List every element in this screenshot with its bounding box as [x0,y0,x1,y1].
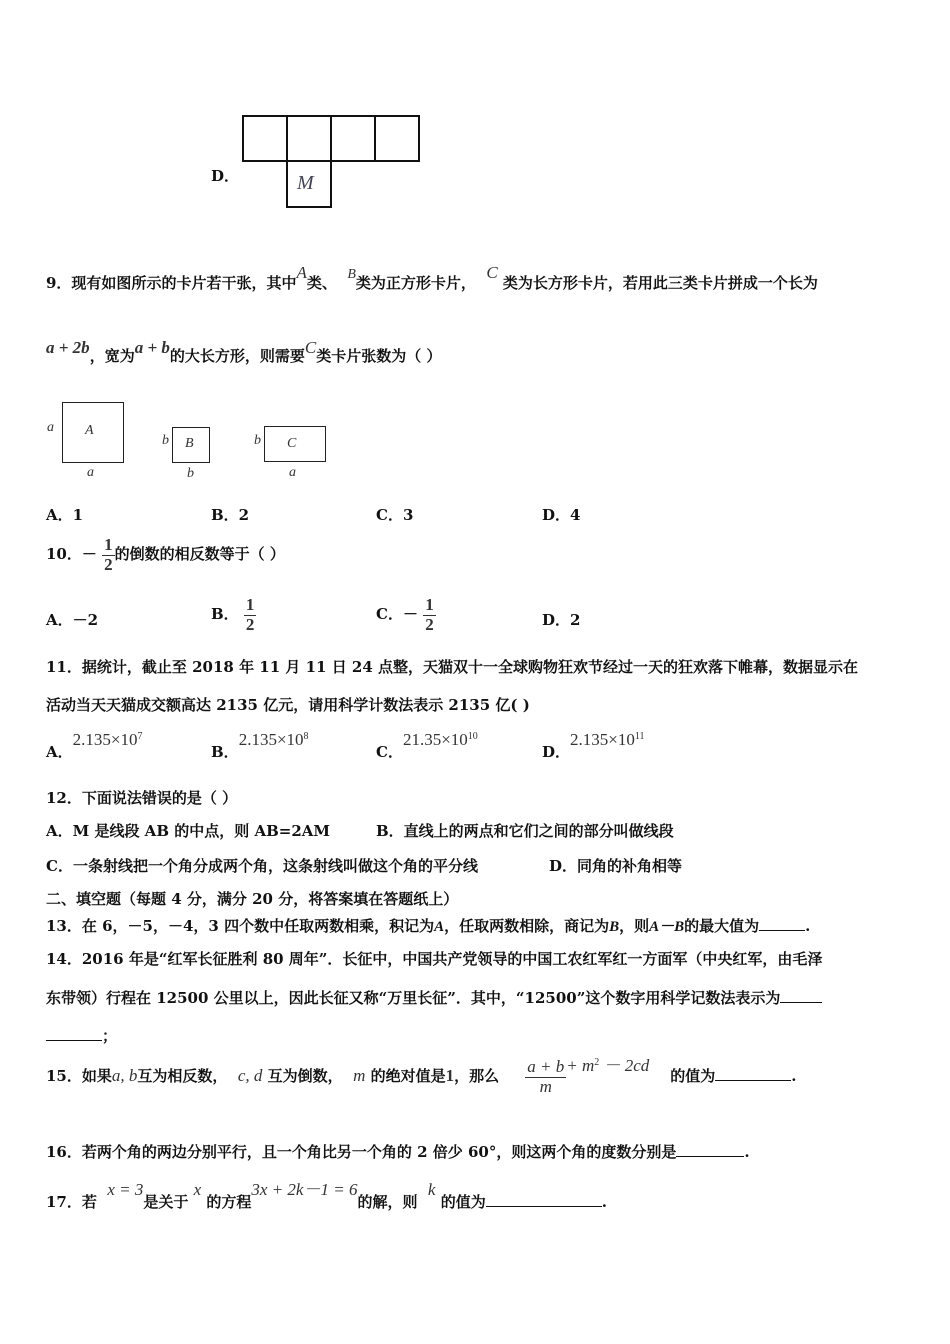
q9-option-b[interactable]: B．2 [211,506,250,524]
q9-length-expr: a + 2b [46,338,90,357]
q9-line1 [46,263,818,293]
q14-answer-blank[interactable] [780,988,822,1003]
card-b-side-label: b [162,433,169,448]
q16-stem: 16．若两个角的两边分别平行，且一个角比另一个角的 2 倍少 60°，则这两个角的度数分别是 . [46,1143,750,1161]
q14-line1: 14．2016 年是“红军长征胜利 80 周年”．长征中，中国共产党领导的中国工农红军红一方面军（中央红军，由毛泽 [46,950,823,968]
q9-text: 类为正方形卡片， [355,274,476,292]
q15-stem: 15．如果a, b互为相反数， c, d 互为倒数， m 的绝对值是1，那么 $\frac{a + b}{m}$ + $m^2 - 2cd$ 的值为 . [46,1056,797,1096]
q12-option-b[interactable]: B．直线上的两点和它们之间的部分叫做线段 [376,822,674,840]
card-a [62,402,124,463]
q15-fraction: $\frac{a + b}{m}$ [527,1057,565,1096]
q11-option-b[interactable]: B．$2.135\times 10^8$ [211,730,309,761]
net-cell [242,115,288,162]
net-letter: M [297,172,314,194]
card-a-side-label: a [47,420,54,435]
net-cell [330,115,376,162]
q11-option-label: D． [542,743,571,761]
q10-option-b-label: B． [211,605,239,624]
q10-option-b-fraction: $\frac{1}{2}$ [245,595,255,634]
q13-stem: 13．在 6，－5，－4，3 四个数中任取两数相乘，积记为A，任取两数相除，商记为B，则A－B的最大值为 . [46,917,811,935]
q9-var: C [304,338,317,357]
section-title: 二、填空题（每题 4 分，满分 20 分，将答案填在答题纸上） [46,890,459,908]
q9-option-c[interactable]: C．3 [376,506,414,524]
card-a-name: A [85,423,94,438]
q10-stem [46,536,285,574]
q11-option-value: 2.135×10 [72,730,138,749]
q10-prefix: 10．－ [46,545,97,564]
q10-option-c[interactable] [376,596,436,634]
q11-option-d[interactable]: D．$2.135\times 10^{11}$ [542,730,645,761]
q9-option-d[interactable]: D．4 [542,506,581,524]
q10-fraction: $\frac{1}{2}$ [104,535,113,574]
q11-line2: 活动当天天猫成交额高达 2135 亿元，请用科学计数法表示 2135 亿( ) [46,696,530,714]
q8-option-d-label: D． [211,167,240,185]
net-cell [374,115,420,162]
q13-answer-blank[interactable] [759,916,805,931]
q9-var: C [486,263,498,282]
card-b-bottom-label: b [187,466,194,481]
card-c-name: C [287,436,297,451]
q10-option-c-label: C．－ [376,605,418,624]
q16-answer-blank[interactable] [676,1142,744,1157]
net-cell-m [286,160,332,208]
q9-text: 类卡片张数为（ ） [316,347,442,365]
q11-option-value: 2.135×10 [238,730,304,749]
q9-text: 的大长方形，则需要 [169,347,305,365]
q17-stem: 17．若 x = 3是关于 x 的方程3x + 2k－1 = 6的解，则 k 的值为 . [46,1180,607,1211]
q11-option-label: C． [376,743,403,761]
q15-answer-blank[interactable] [715,1066,791,1081]
card-c [264,426,326,462]
q14-line2: 东带领）行程在 12500 公里以上，因此长征又称“万里长征”．其中，“12500”这个数字用科学记数法表示为 [46,987,822,1008]
q10-option-a[interactable]: A．－2 [46,611,99,629]
card-a-bottom-label: a [87,465,94,480]
q9-text: 类、 [306,274,337,292]
q9-line2 [46,338,442,366]
card-c-bottom-label: a [289,465,296,480]
q9-text: 9．现有如图所示的卡片若干张，其中 [46,274,297,292]
q11-option-label: A． [46,743,73,761]
q10-option-b[interactable] [211,596,256,634]
q17-answer-blank[interactable] [486,1192,602,1207]
q11-option-c[interactable]: C．$21.35\times 10^{10}$ [376,730,478,761]
q11-line1: 11．据统计，截止至 2018 年 11 月 11 日 24 点整，天猫双十一全球购物狂欢节经过一天的狂欢落下帷幕，数据显示在 [46,658,859,676]
q11-option-value: 2.135×10 [570,730,635,749]
card-b-name: B [185,436,194,451]
q9-option-a[interactable]: A．1 [46,506,84,524]
q12-option-a[interactable]: A．M 是线段 AB 的中点，则 AB=2AM [46,822,331,840]
q10-option-c-fraction: $\frac{1}{2}$ [425,595,434,634]
q11-option-a[interactable]: A．$2.135\times 10^7$ [46,730,143,761]
q9-var: B [347,267,356,282]
net-cell [286,115,332,162]
q14-answer-blank-cont[interactable] [46,1026,102,1041]
q11-option-label: B． [211,743,239,761]
q9-var: A [296,263,307,282]
q10-suffix: 的倒数的相反数等于（ ） [114,545,285,564]
q9-text: 类为长方形卡片，若用此三类卡片拼成一个长为 [502,274,818,292]
card-c-side-label: b [254,433,261,448]
q12-option-d[interactable]: D．同角的补角相等 [549,857,683,875]
q9-width-expr: a + b [134,338,170,357]
q12-stem: 12．下面说法错误的是（ ） [46,789,238,807]
q10-option-d[interactable]: D．2 [542,611,581,629]
q9-text: ，宽为 [89,347,135,365]
card-b [172,427,210,463]
q12-option-c[interactable]: C．一条射线把一个角分成两个角，这条射线叫做这个角的平分线 [46,857,478,875]
q14-line3: ； [46,1025,117,1046]
q11-option-value: 21.35×10 [402,730,468,749]
